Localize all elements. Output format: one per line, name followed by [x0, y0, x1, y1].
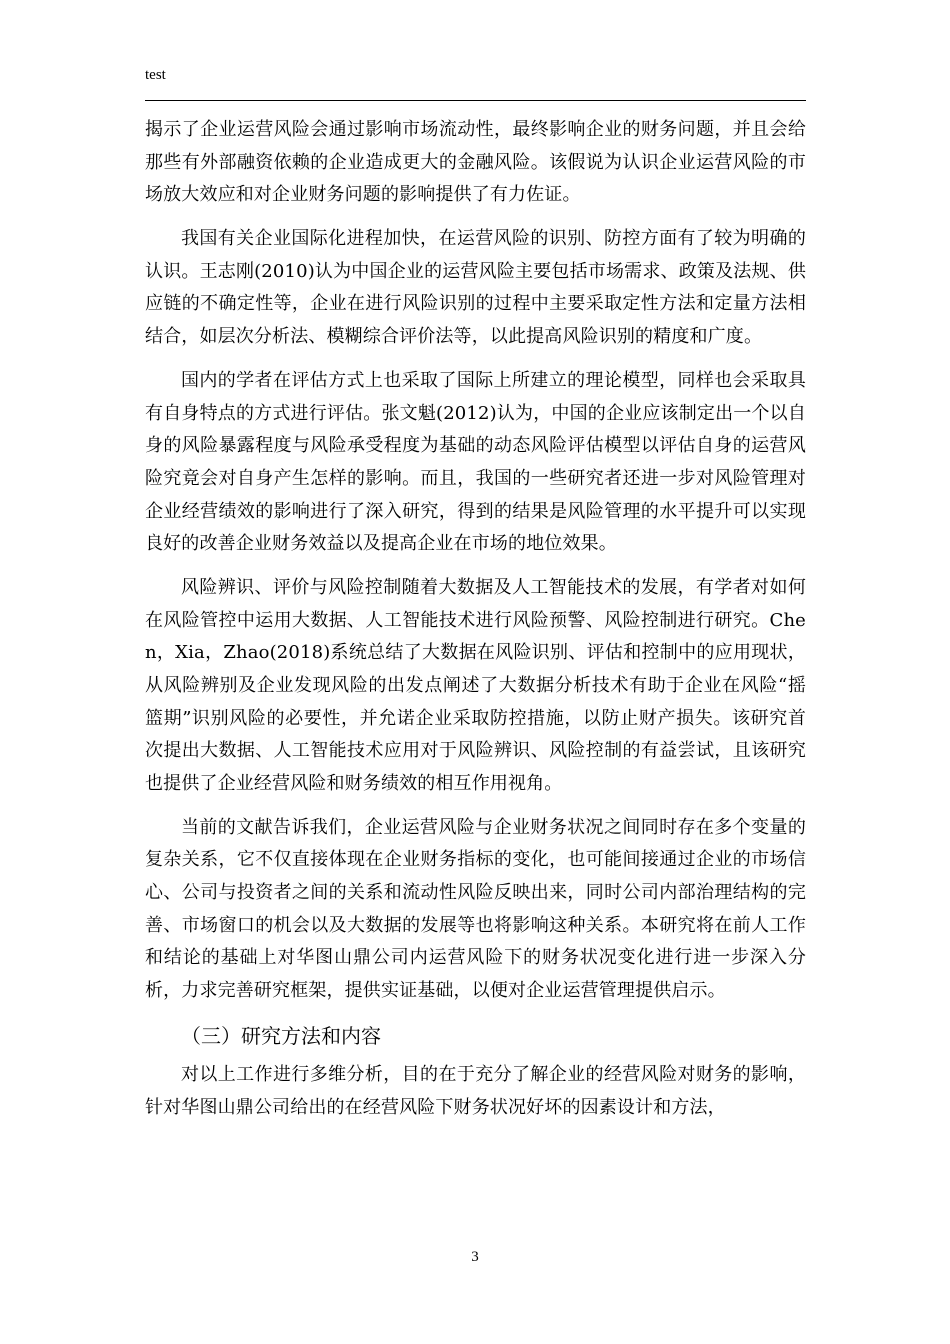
header-rule: [145, 100, 806, 101]
body-paragraph: 我国有关企业国际化进程加快，在运营风险的识别、防控方面有了较为明确的认识。王志刚(2010)认为中国企业的运营风险主要包括市场需求、政策及法规、供应链的不确定性等，企业在进行风险识别的过程中主要采取定性方法和定量方法相结合，如层次分析法、模糊综合评价法等，以此提高风险识别的精度和广度。: [145, 228, 806, 348]
body-paragraph: 国内的学者在评估方式上也采取了国际上所建立的理论模型，同样也会采取具有自身特点的方式进行评估。张文魁(2012)认为，中国的企业应该制定出一个以自身的风险暴露程度与风险承受程度为基础的动态风险评估模型以评估自身的运营风险究竟会对自身产生怎样的影响。而且，我国的一些研究者还进一步对风险管理对企业经营绩效的影响进行了深入研究，得到的结果是风险管理的水平提升可以实现良好的改善企业财务效益以及提高企业在市场的地位效果。: [145, 370, 806, 555]
body-paragraph-continued: 揭示了企业运营风险会通过影响市场流动性，最终影响企业的财务问题，并且会给那些有外部融资依赖的企业造成更大的金融风险。该假说为认识企业运营风险的市场放大效应和对企业财务问题的影响提供了有力佐证。: [145, 119, 806, 206]
body-paragraph: 对以上工作进行多维分析，目的在于充分了解企业的经营风险对财务的影响，针对华图山鼎公司给出的在经营风险下财务状况好坏的因素设计和方法，: [145, 1064, 806, 1119]
page-number: 3: [471, 1249, 479, 1265]
body-paragraph: 风险辨识、评价与风险控制随着大数据及人工智能技术的发展，有学者对如何在风险管控中运用大数据、人工智能技术进行风险预警、风险控制进行研究。Chen，Xia，Zhao(2018)系统总结了大数据在风险识别、评估和控制中的应用现状，从风险辨别及企业发现风险的出发点阐述了大数据分析技术有助于企业在风险“摇篮期”识别风险的必要性，并允诺企业采取防控措施，以防止财产损失。该研究首次提出大数据、人工智能技术应用对于风险辨识、风险控制的有益尝试，且该研究也提供了企业经营风险和财务绩效的相互作用视角。: [145, 577, 806, 794]
running-header: test: [145, 67, 166, 83]
body-paragraph: 当前的文献告诉我们，企业运营风险与企业财务状况之间同时存在多个变量的复杂关系，它不仅直接体现在企业财务指标的变化，也可能间接通过企业的市场信心、公司与投资者之间的关系和流动性风险反映出来，同时公司内部治理结构的完善、市场窗口的机会以及大数据的发展等也将影响这种关系。本研究将在前人工作和结论的基础上对华图山鼎公司内运营风险下的财务状况变化进行进一步深入分析，力求完善研究框架，提供实证基础，以便对企业运营管理提供启示。: [145, 816, 806, 1001]
section-heading: （三）研究方法和内容: [181, 1024, 381, 1049]
page-body: [145, 114, 806, 1125]
